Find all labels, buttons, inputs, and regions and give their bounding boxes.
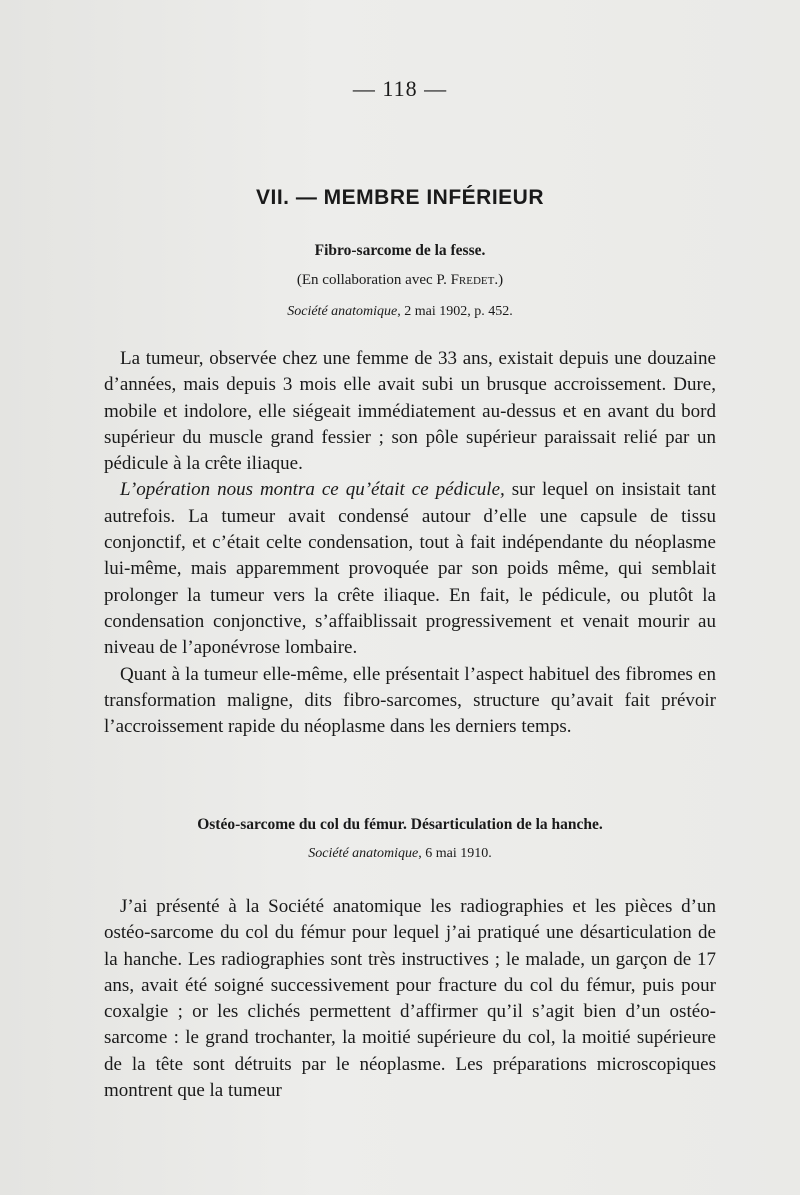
- ref-journal: Société anatomique: [287, 304, 398, 319]
- collab-name: Fredet: [450, 272, 495, 288]
- article-title-osteo-sarcome: Ostéo-sarcome du col du fémur. Désarticulation de la hanche.: [197, 816, 603, 833]
- collaboration-note: [0, 272, 800, 289]
- article2-body: [104, 894, 716, 1104]
- paragraph: J’ai présenté à la Société anatomique les radiographies et les pièces d’un ostéo-sarcome du col du fémur pour lequel j’ai pratiqué une désarticulation de la hanche. Les radiographies sont très instructives ; le malade, un garçon de 17 ans, avait été soigné successivement pour fracture du col du fémur, puis pour coxalgie ; or les clichés permettent d’affirmer qu’il s’agit bien d’un ostéo-sarcome : le grand trochanter, la moitié supérieure du col, la moitié supérieure de la tête sont détruits par le néoplasme. Les préparations microscopiques montrent que la tumeur: [104, 896, 716, 1102]
- article-title-fibro-sarcome: Fibro-sarcome de la fesse.: [314, 242, 486, 259]
- page-number: — 118 —: [352, 76, 448, 101]
- article1-reference: [0, 304, 800, 320]
- ref-journal: Société anatomique: [308, 846, 419, 861]
- paragraph-text: sur lequel on insistait tant autrefois. La tumeur avait condensé autour d’elle une capsule de tissu conjonctif, et c’était celte condensation, tout à fait indépendante du néoplasme lui-même, mais apparemment provoquée par son poids même, qui semblait prolonger la tumeur vers la crête iliaque. En fait, le pédicule, ou plutôt la condensation conjonctive, s’affaiblissait progressivement et venait mourir au niveau de l’aponévrose lombaire.: [104, 479, 716, 659]
- ref-details: , 2 mai 1902, p. 452.: [397, 304, 513, 319]
- article1-body: [104, 346, 716, 740]
- ref-details: , 6 mai 1910.: [418, 846, 492, 861]
- section-title: VII. — MEMBRE INFÉRIEUR: [255, 186, 545, 209]
- collab-prefix: (En collaboration avec P.: [296, 272, 451, 288]
- paragraph: La tumeur, observée chez une femme de 33 ans, existait depuis une douzaine d’années, mais depuis 3 mois elle avait subi un brusque accroissement. Dure, mobile et indolore, elle siégeait immédiatement au-dessus et en avant du bord supérieur du muscle grand fessier ; son pôle supérieur paraissait relié par un pédicule à la crête iliaque.: [104, 348, 716, 475]
- collab-suffix: .): [494, 272, 504, 288]
- paragraph: [104, 477, 716, 661]
- paragraph: Quant à la tumeur elle-même, elle présentait l’aspect habituel des fibromes en transformation maligne, dits fibro-sarcomes, structure qu’avait fait prévoir l’accroissement rapide du néoplasme dans les derniers temps.: [104, 663, 716, 738]
- italic-phrase: L’opération nous montra ce qu’était ce pédicule,: [120, 479, 505, 501]
- article2-reference: [0, 846, 800, 862]
